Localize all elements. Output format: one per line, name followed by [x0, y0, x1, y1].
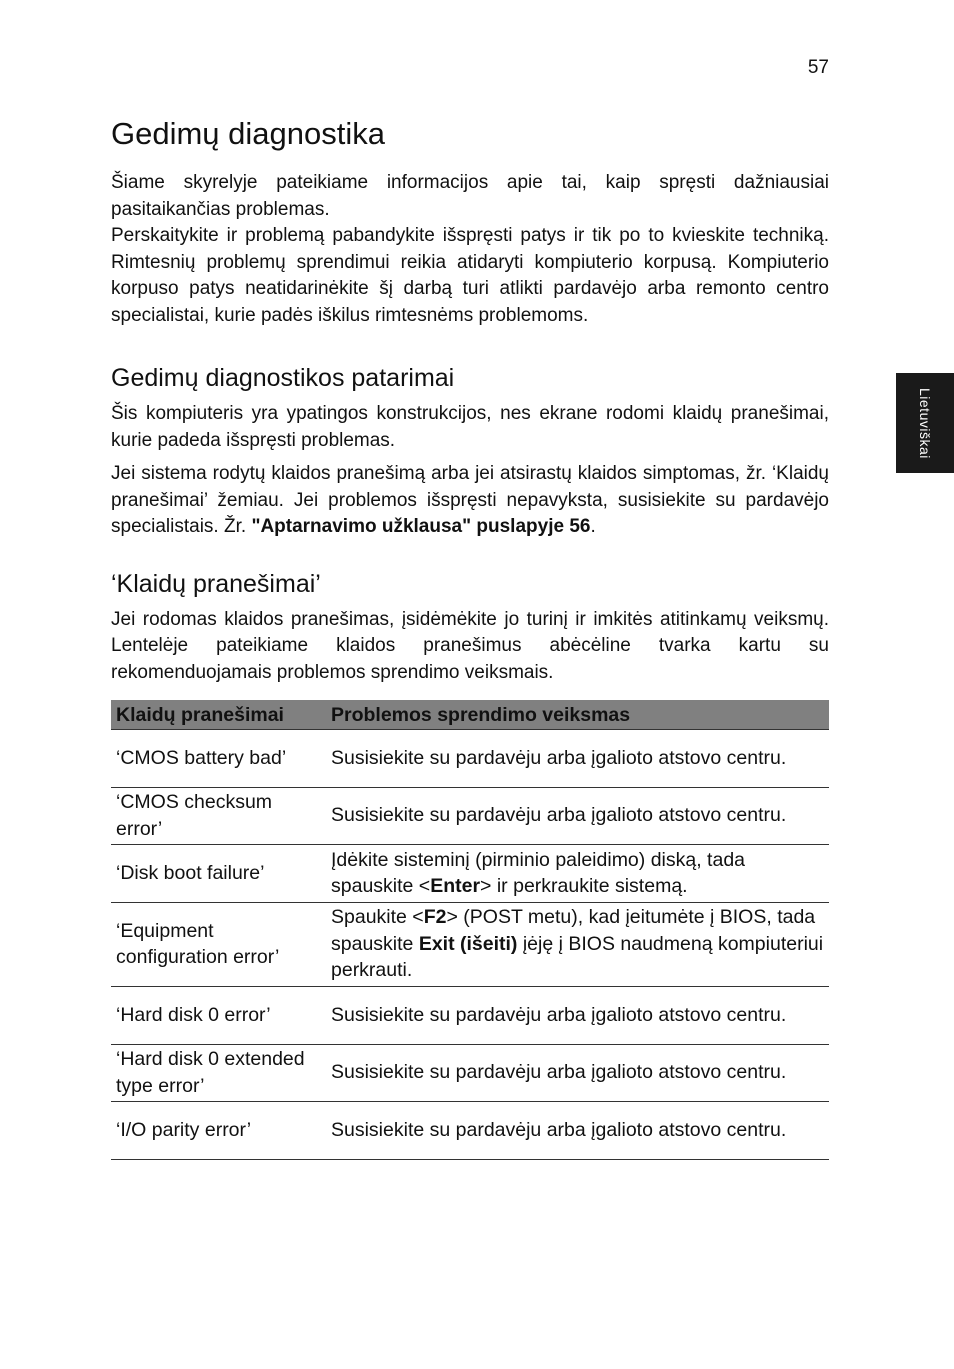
- error-cell: ‘Hard disk 0 error’: [111, 987, 326, 1045]
- table-header-row: [111, 700, 829, 730]
- section-heading-errors: ‘Klaidų pranešimai’: [111, 569, 321, 598]
- tips-paragraph-2: [111, 461, 829, 541]
- action-text: Įdėkite sisteminį (pirminio paleidimo) diską, tada spauskite <: [331, 848, 746, 897]
- action-text: Spaukite <: [331, 906, 424, 929]
- action-cell: Susisiekite su pardavėju arba įgalioto atstovo centru.: [326, 1045, 829, 1102]
- exit-option-label: Exit (išeiti): [418, 932, 518, 955]
- error-cell: ‘Hard disk 0 extended type error’: [111, 1045, 326, 1102]
- intro-paragraph-2: Perskaitykite ir problemą pabandykite išspręsti patys ir tik po to kvieskite techniką. Rimtesnių problemų sprendimui reikia atidaryti kompiuterio korpusą. Kompiuterio korpuso patys neatidarinėkite šį darbą turi atlikti pardavėjo arba remonto centro specialistai, kurie padės iškilus rimtesnėms problemoms.: [111, 225, 829, 326]
- action-cell: Susisiekite su pardavėju arba įgalioto atstovo centru.: [326, 1102, 829, 1160]
- error-cell: ‘CMOS checksum error’: [111, 788, 326, 845]
- error-messages-table: [111, 700, 829, 1160]
- table-row: [111, 788, 829, 845]
- f2-key-label: F2: [423, 906, 447, 929]
- language-side-tab: [896, 373, 954, 473]
- enter-key-label: Enter: [430, 875, 481, 897]
- action-cell: Susisiekite su pardavėju arba įgalioto atstovo centru.: [326, 788, 829, 845]
- action-text: įėję į BIOS naudmeną kompiuteriui perkrauti.: [331, 932, 824, 982]
- tips-paragraph-2-end: .: [590, 516, 596, 537]
- table-header-error: Klaidų pranešimai: [111, 700, 326, 730]
- tips-paragraph-1: Šis kompiuteris yra ypatingos konstrukcijos, nes ekrane rodomi klaidų pranešimai, kurie padeda išspręsti problemas.: [111, 403, 829, 451]
- language-label: Lietuviškai: [917, 387, 933, 459]
- intro-paragraph-1: Šiame skyrelyje pateikiame informacijos apie tai, kaip spręsti dažniausiai pasitaikančias problemas.: [111, 172, 829, 220]
- action-cell: [326, 903, 829, 987]
- table-row: [111, 903, 829, 987]
- table-row: [111, 845, 829, 903]
- service-request-reference: "Aptarnavimo užklausa" puslapyje 56: [251, 516, 591, 537]
- error-cell: ‘Disk boot failure’: [111, 845, 326, 903]
- errors-paragraph: Jei rodomas klaidos pranešimas, įsidėmėkite jo turinį ir imkitės atitinkamų veiksmų. Lentelėje pateikiame klaidos pranešimus abėcėline tvarka kartu su rekomenduojamais problemos sprendimo veiksmais.: [111, 608, 829, 683]
- error-cell: ‘Equipment configuration error’: [111, 903, 326, 987]
- page-title: Gedimų diagnostika: [111, 116, 385, 151]
- tips-paragraph-2-text: Jei sistema rodytų klaidos pranešimą arba jei atsirastų klaidos simptomas, žr. ‘Klaidų pranešimai’ žemiau. Jei problemos išspręsti nepavyksta, susisiekite su pardavėjo specialistais. Žr.: [111, 463, 829, 537]
- error-cell: ‘I/O parity error’: [111, 1102, 326, 1160]
- page-content: [111, 112, 829, 1160]
- table-row: [111, 730, 829, 788]
- action-cell: Susisiekite su pardavėju arba įgalioto atstovo centru.: [326, 730, 829, 788]
- table-row: [111, 1102, 829, 1160]
- action-cell: [326, 845, 829, 903]
- section-heading-tips: Gedimų diagnostikos patarimai: [111, 364, 455, 392]
- table-row: [111, 1045, 829, 1102]
- table-row: [111, 987, 829, 1045]
- error-cell: ‘CMOS battery bad’: [111, 730, 326, 788]
- action-text: > ir perkraukite sistemą.: [480, 875, 688, 897]
- page-number: 57: [807, 57, 829, 78]
- action-cell: Susisiekite su pardavėju arba įgalioto atstovo centru.: [326, 987, 829, 1045]
- action-text: > (POST metu), kad įeitumėte į BIOS, tada spauskite: [331, 906, 816, 955]
- table-header-action: Problemos sprendimo veiksmas: [326, 700, 829, 730]
